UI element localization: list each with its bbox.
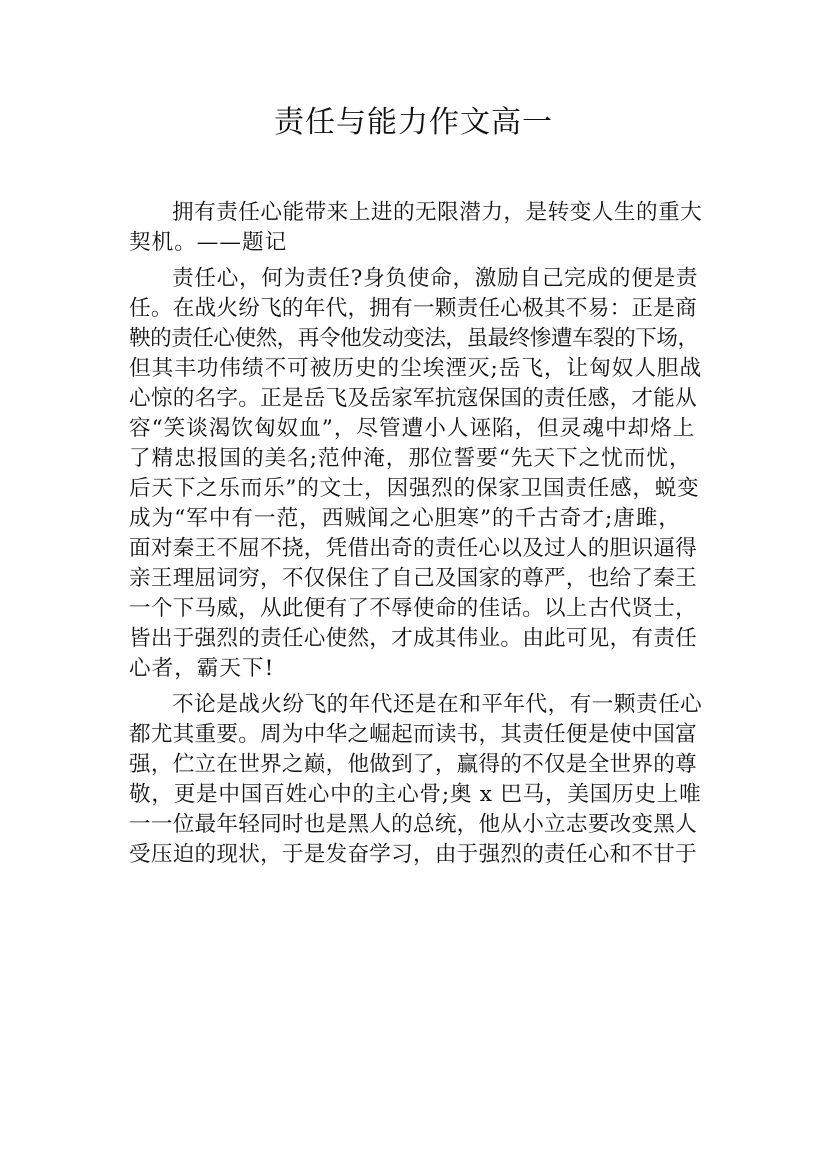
text-line: 但其丰功伟绩不可被历史的尘埃湮灭;岳飞，让匈奴人胆战 (129, 356, 703, 381)
document-body (129, 198, 703, 870)
paragraph (129, 264, 703, 684)
text-line: 亲王理屈词穷，不仅保住了自己及国家的尊严，也给了秦王 (129, 566, 697, 591)
text-line: 都尤其重要。周为中华之崛起而读书，其责任便是使中国富 (129, 722, 697, 747)
text-line: 皆出于强烈的责任心使然，才成其伟业。由此可见，有责任 (129, 626, 697, 651)
document-title: 责任与能力作文高一 (274, 105, 553, 140)
text-line: 成为“军中有一范，西贼闻之心胆寒”的千古奇才;唐雎， (129, 506, 682, 531)
text-line: 心者，霸天下! (129, 656, 275, 681)
text-line: 了精忠报国的美名;范仲淹，那位誓要“先天下之忧而忧， (129, 446, 692, 471)
text-line: 一个下马威，从此便有了不辱使命的佳话。以上古代贤士， (129, 596, 697, 621)
text-line: 敬，更是中国百姓心中的主心骨;奥 x 巴马，美国历史上唯 (129, 782, 702, 807)
text-line: 一一位最年轻同时也是黑人的总统，他从小立志要改变黑人 (129, 812, 697, 837)
text-line: 契机。——题记 (129, 230, 288, 255)
text-line: 面对秦王不屈不挠，凭借出奇的责任心以及过人的胆识逼得 (129, 536, 697, 561)
text-line: 强，伫立在世界之巅，他做到了，赢得的不仅是全世界的尊 (129, 752, 697, 777)
text-line: 任。在战火纷飞的年代，拥有一颗责任心极其不易：正是商 (129, 296, 697, 321)
text-line: 后天下之乐而乐”的文士，因强烈的保家卫国责任感，蜕变 (129, 476, 700, 501)
text-line: 鞅的责任心使然，再令他发动变法，虽最终惨遭车裂的下场， (129, 326, 699, 351)
text-line: 不论是战火纷飞的年代还是在和平年代，有一颗责任心 (172, 692, 703, 717)
text-line: 受压迫的现状，于是发奋学习，由于强烈的责任心和不甘于 (129, 842, 697, 867)
paragraph (129, 690, 703, 870)
text-line: 责任心，何为责任?身负使命，激励自己完成的便是责 (172, 266, 699, 291)
text-line: 拥有责任心能带来上进的无限潜力，是转变人生的重大 (172, 200, 703, 225)
paragraph (129, 198, 703, 258)
text-line: 容“笑谈渴饮匈奴血”，尽管遭小人诬陷，但灵魂中却烙上 (129, 416, 696, 441)
text-line: 心惊的名字。正是岳飞及岳家军抗寇保国的责任感，才能从 (129, 386, 697, 411)
